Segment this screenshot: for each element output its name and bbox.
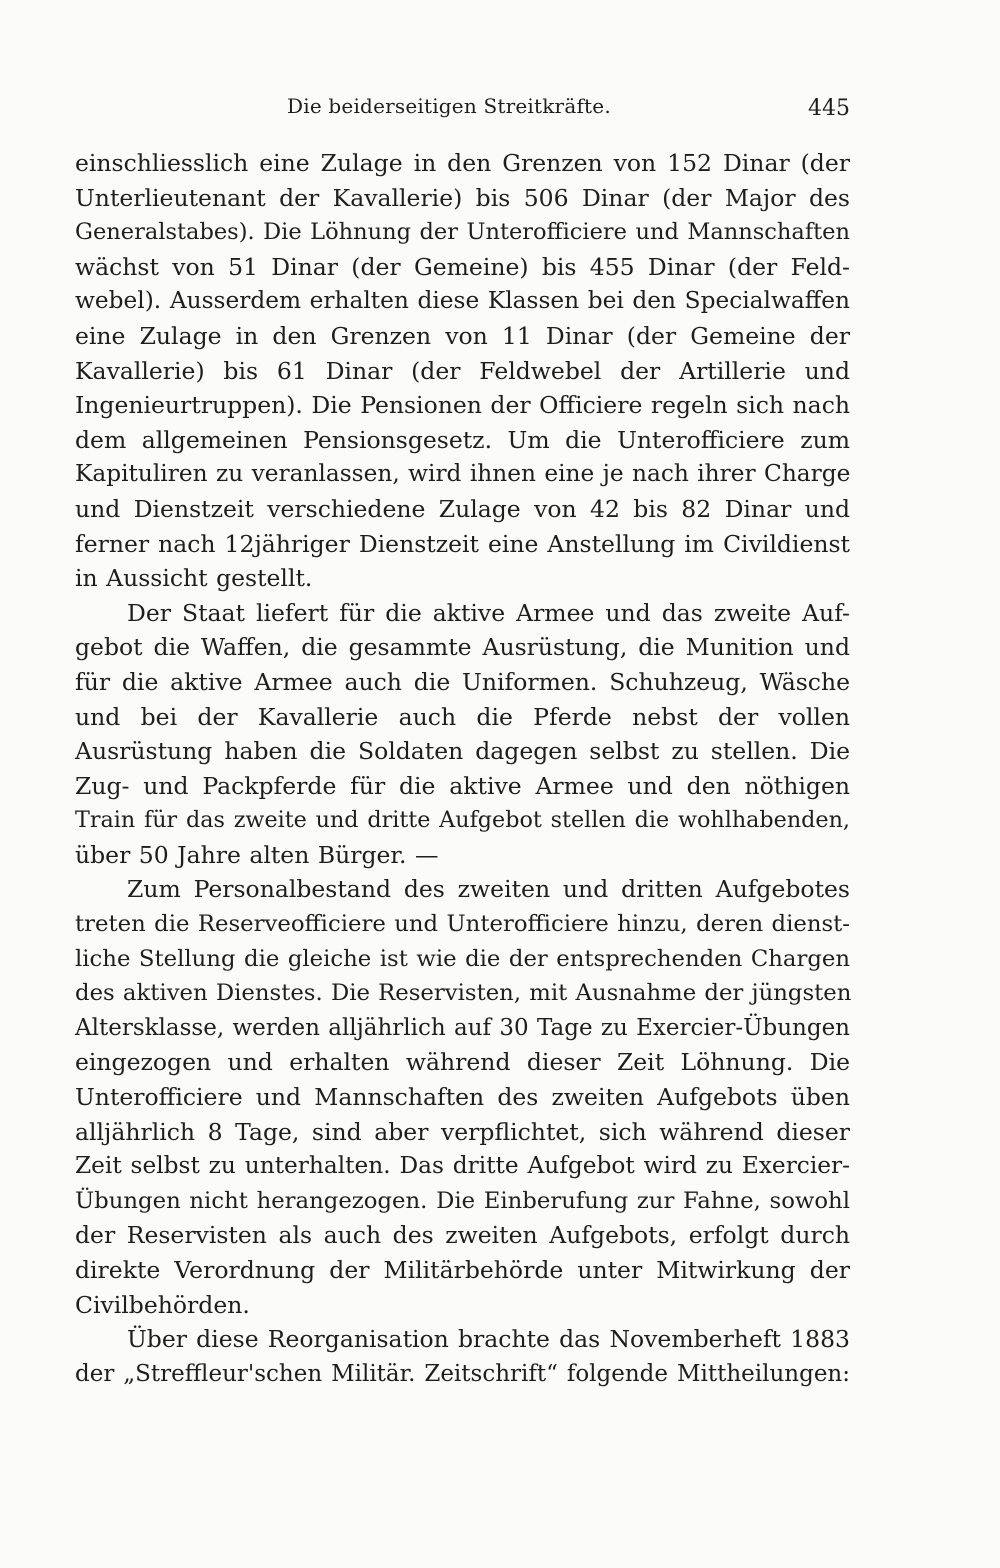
text-line: für die aktive Armee auch die Uniformen. Schuhzeug, Wäsche	[75, 667, 850, 696]
text-line: Über diese Reorganisation brachte das Novemberheft 1883	[127, 1325, 850, 1354]
text-line: eingezogen und erhalten während dieser Zeit Löhnung. Die	[75, 1048, 850, 1077]
text-line: Übungen nicht herangezogen. Die Einberufung zur Fahne, sowohl	[75, 1187, 850, 1214]
paragraph-3	[75, 872, 850, 1322]
text-line: Train für das zweite und dritte Aufgebot stellen die wohlhabenden,	[75, 807, 850, 834]
text-line: der „Streffleur'schen Militär. Zeitschrift“ folgende Mittheilungen:	[75, 1360, 850, 1387]
body-text	[75, 146, 850, 1391]
text-line: wächst von 51 Dinar (der Gemeine) bis 455 Dinar (der Feld-	[75, 252, 850, 281]
text-line: Der Staat liefert für die aktive Armee und das zweite Auf-	[127, 598, 850, 627]
text-line: über 50 Jahre alten Bürger. —	[75, 840, 439, 869]
text-line: dem allgemeinen Pensionsgesetz. Um die Unterofficiere zum	[75, 425, 850, 454]
text-line: gebot die Waffen, die gesammte Ausrüstung, die Munition und	[75, 633, 850, 662]
text-line: Generalstabes). Die Löhnung der Unterofficiere und Mannschaften	[75, 219, 850, 246]
text-line: webel). Ausserdem erhalten diese Klassen bei den Specialwaffen	[75, 287, 850, 315]
running-title: Die beiderseitigen Streitkräfte.	[287, 94, 611, 118]
text-line: Zeit selbst zu unterhalten. Das dritte Aufgebot wird zu Exercier-	[75, 1152, 850, 1180]
text-line: liche Stellung die gleiche ist wie die der entsprechenden Chargen	[75, 945, 850, 972]
text-line: alljährlich 8 Tage, sind aber verpflichtet, sich während dieser	[75, 1117, 850, 1146]
text-line: Kavallerie) bis 61 Dinar (der Feldwebel der Artillerie und	[75, 356, 850, 385]
text-line: der Reservisten als auch des zweiten Aufgebots, erfolgt durch	[75, 1221, 850, 1250]
text-line: in Aussicht gestellt.	[75, 564, 313, 593]
paragraph-1	[75, 146, 850, 596]
text-line: eine Zulage in den Grenzen von 11 Dinar (der Gemeine der	[75, 321, 850, 350]
text-line: ferner nach 12jähriger Dienstzeit eine Anstellung im Civildienst	[75, 529, 850, 558]
text-line: einschliesslich eine Zulage in den Grenzen von 152 Dinar (der	[75, 149, 850, 177]
text-line: Civilbehörden.	[75, 1290, 250, 1319]
paragraph-4	[75, 1322, 850, 1391]
text-line: direkte Verordnung der Militärbehörde unter Mitwirkung der	[75, 1256, 850, 1284]
text-line: Kapituliren zu veranlassen, wird ihnen eine je nach ihrer Charge	[75, 460, 851, 488]
page-header	[75, 94, 850, 124]
text-line: Ingenieurtruppen). Die Pensionen der Officiere regeln sich nach	[75, 391, 850, 420]
text-line: Zum Personalbestand des zweiten und dritten Aufgebotes	[127, 875, 850, 904]
text-line: und bei der Kavallerie auch die Pferde nebst der vollen	[75, 702, 850, 731]
text-line: treten die Reserveofficiere und Unterofficiere hinzu, deren dienst-	[75, 911, 850, 938]
page-number: 445	[808, 96, 850, 121]
text-line: und Dienstzeit verschiedene Zulage von 42 bis 82 Dinar und	[75, 494, 850, 523]
paragraph-2	[75, 596, 850, 873]
text-line: Zug- und Packpferde für die aktive Armee und den nöthigen	[75, 771, 850, 800]
text-line: Unterlieutenant der Kavallerie) bis 506 Dinar (der Major des	[75, 183, 850, 212]
text-line: des aktiven Dienstes. Die Reservisten, mit Ausnahme der jüngsten	[75, 980, 852, 1007]
text-line: Ausrüstung haben die Soldaten dagegen selbst zu stellen. Die	[75, 737, 850, 766]
text-line: Unterofficiere und Mannschaften des zweiten Aufgebots üben	[75, 1083, 850, 1112]
text-line: Altersklasse, werden alljährlich auf 30 Tage zu Exercier-Übungen	[75, 1014, 850, 1041]
